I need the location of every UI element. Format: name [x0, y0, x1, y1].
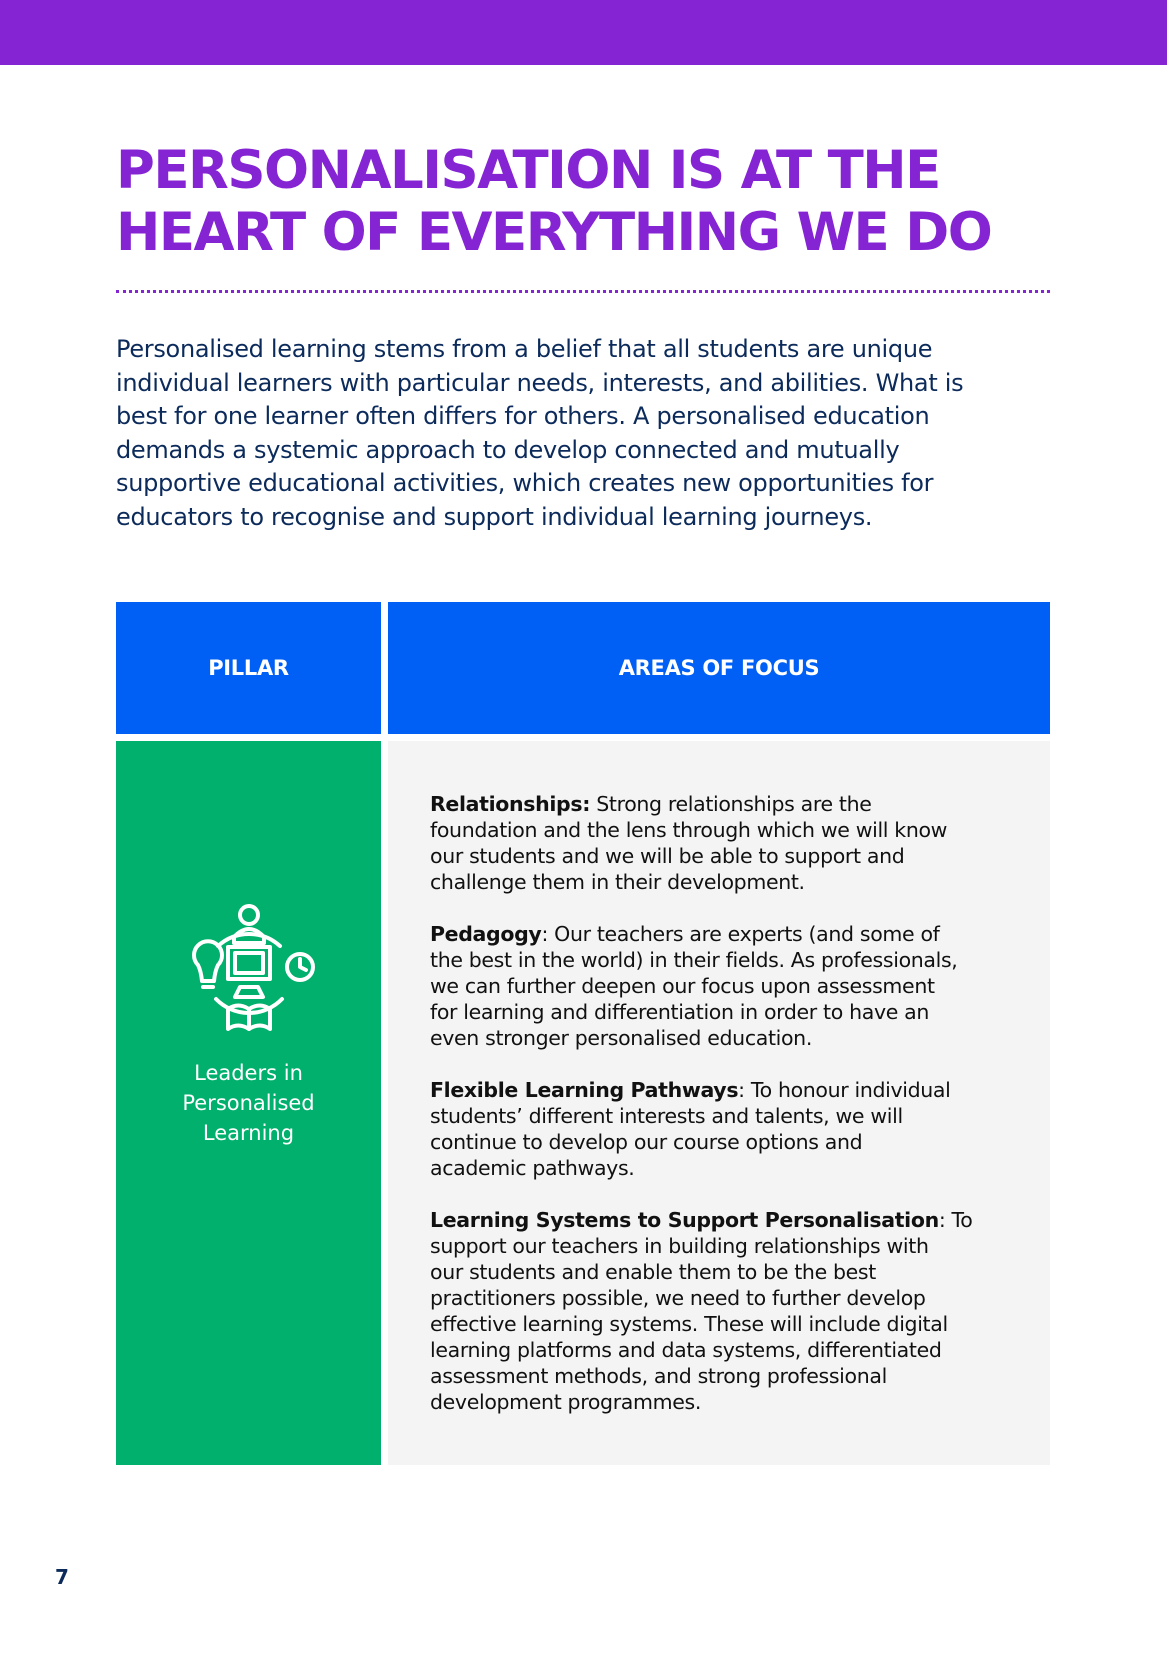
areas-of-focus-cell: [388, 741, 1050, 1465]
focus-area-term: Learning Systems to Support Personalisation: [430, 1208, 939, 1232]
intro-paragraph: [116, 333, 1056, 534]
focus-area-term: Flexible Learning Pathways: [430, 1078, 739, 1102]
focus-area-term: Relationships:: [430, 792, 591, 816]
focus-area-line: our students and enable them to be the best: [430, 1260, 876, 1284]
focus-area-line: effective learning systems. These will include digital: [430, 1312, 948, 1336]
focus-area-pedagogy: [430, 921, 1030, 1051]
pillar-label-line: Personalised: [182, 1091, 315, 1115]
focus-area-line: foundation and the lens through which we will know: [430, 818, 948, 842]
column-header-pillar: PILLAR: [116, 602, 381, 734]
pillar-label-line: Leaders in: [194, 1061, 303, 1085]
focus-area-line: for learning and differentiation in order to have an: [430, 1000, 930, 1024]
dotted-divider: [116, 290, 1050, 293]
focus-area-line: [430, 791, 1030, 817]
focus-area-line: students’ different interests and talents, we will: [430, 1104, 903, 1128]
focus-area-learning-systems: [430, 1207, 1030, 1415]
focus-area-line: academic pathways.: [430, 1156, 635, 1180]
focus-area-text: : Our teachers are experts (and some of: [541, 922, 940, 946]
pillar-label-line: Learning: [202, 1121, 295, 1145]
focus-area-flexible-learning-pathways: [430, 1077, 1030, 1181]
intro-line: individual learners with particular needs, interests, and abilities. What is: [116, 368, 964, 397]
pillar-cell: [116, 741, 381, 1465]
focus-area-line: challenge them in their development.: [430, 870, 805, 894]
focus-area-line: our students and we will be able to support and: [430, 844, 905, 868]
focus-area-term: Pedagogy: [430, 922, 542, 946]
focus-area-line: [430, 921, 1030, 947]
focus-area-line: [430, 1077, 1030, 1103]
focus-area-line: the best in the world) in their fields. As professionals,: [430, 948, 958, 972]
focus-area-text: : To honour individual: [738, 1078, 951, 1102]
top-color-band: [0, 0, 1167, 65]
focus-area-line: continue to develop our course options and: [430, 1130, 863, 1154]
focus-area-list: [430, 791, 1030, 1441]
focus-area-text: : To: [938, 1208, 973, 1232]
intro-line: Personalised learning stems from a belief that all students are unique: [116, 335, 933, 363]
intro-line: best for one learner often differs for others. A personalised education: [116, 402, 930, 430]
focus-area-line: we can further deepen our focus upon assessment: [430, 974, 935, 998]
page-title-line: HEART OF EVERYTHING WE DO: [116, 202, 992, 263]
focus-area-line: practitioners possible, we need to further develop: [430, 1286, 926, 1310]
focus-area-line: even stronger personalised education.: [430, 1026, 812, 1050]
focus-area-line: [430, 1207, 1030, 1233]
focus-area-line: support our teachers in building relationships with: [430, 1234, 929, 1258]
intro-line: demands a systemic approach to develop connected and mutually: [116, 435, 900, 464]
focus-area-line: assessment methods, and strong professional: [430, 1364, 887, 1388]
page-number: 7: [55, 1565, 69, 1589]
focus-area-relationships: [430, 791, 1030, 895]
personalised-learning-icon: [178, 901, 320, 1031]
column-header-areas-of-focus: AREAS OF FOCUS: [388, 602, 1050, 734]
focus-area-text: Strong relationships are the: [590, 792, 872, 816]
focus-area-line: learning platforms and data systems, differentiated: [430, 1338, 942, 1362]
page-title: [116, 140, 1076, 264]
focus-area-line: development programmes.: [430, 1390, 701, 1414]
page-title-line: PERSONALISATION IS AT THE: [116, 140, 940, 201]
intro-line: supportive educational activities, which creates new opportunities for: [116, 469, 934, 497]
pillar-label: [116, 1058, 381, 1148]
intro-line: educators to recognise and support individual learning journeys.: [116, 502, 873, 531]
